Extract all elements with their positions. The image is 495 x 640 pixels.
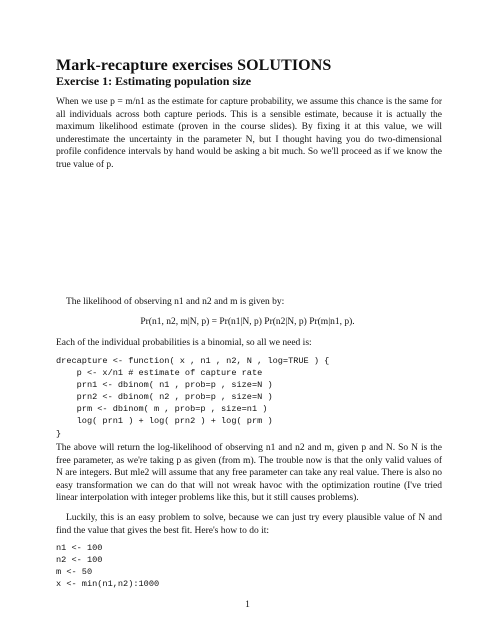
page-number: 1 xyxy=(245,600,250,610)
code-line: drecapture <- function( x , n1 , n2, N , log=TRUE ) { xyxy=(56,356,330,366)
code-line: n1 <- 100 xyxy=(56,543,103,553)
code-line: } xyxy=(56,428,62,439)
likelihood-formula: Pr(n1, n2, m|N, p) = Pr(n1|N, p) Pr(n2|N, p) Pr(m|n1, p). xyxy=(140,317,355,327)
code-line: p <- x/n1 # estimate of capture rate xyxy=(56,368,263,379)
code-line: prm <- dbinom( m , prob=p , size=n1 ) xyxy=(56,404,268,415)
code-line: prn1 <- dbinom( n1 , prob=p , size=N ) xyxy=(56,380,273,391)
code-line: m <- 50 xyxy=(56,567,93,578)
paragraph-binomial: Each of the individual probabilities is a binomial, so all we need is: xyxy=(56,338,312,348)
code-line: log( prn1 ) + log( prn2 ) + log( prm ) xyxy=(56,416,273,427)
code-block-grid-search xyxy=(56,542,159,590)
paragraph-solution: Luckily, this is an easy problem to solve, because we can just try every plausible value of N and find the value that gives the best fit. Here's how to do it: xyxy=(56,513,442,536)
code-block-drecapture xyxy=(56,355,329,440)
code-line: prn2 <- dbinom( n2 , prob=p , size=N ) xyxy=(56,392,273,403)
paragraph-likelihood: The likelihood of observing n1 and n2 and m is given by: xyxy=(66,297,285,307)
code-line: n2 <- 100 xyxy=(56,555,103,566)
document-title: Mark-recapture exercises SOLUTIONS xyxy=(56,57,332,74)
paragraph-intro: When we use p = m/n1 as the estimate for capture probability, we assume this chance is the same for all individuals across both capture periods. This is a sensible estimate, because it is actually the maximum likelihood estimate (proven in the course slides). By fixing it at this value, we will underestimate the uncertainty in the parameter N, but I thought having you do two-dimensional profile confidence intervals by hand would be asking a bit much. So we'll proceed as if we know the true value of p. xyxy=(56,97,442,170)
code-line: x <- min(n1,n2):1000 xyxy=(56,579,160,590)
paragraph-free-parameter: The above will return the log-likelihood of observing n1 and n2 and m, given p and N. So N is the free parameter, as we're taking p as given (from m). The trouble now is that the only valid values of N are integers. But mle2 will assume that any free parameter can take any real value. There is also no easy transformation we can do that will not wreak havoc with the optimization routine (I've tried linear interpolation with integer problems like this, but it still causes problems). xyxy=(56,443,442,504)
section-heading: Exercise 1: Estimating population size xyxy=(56,74,252,88)
